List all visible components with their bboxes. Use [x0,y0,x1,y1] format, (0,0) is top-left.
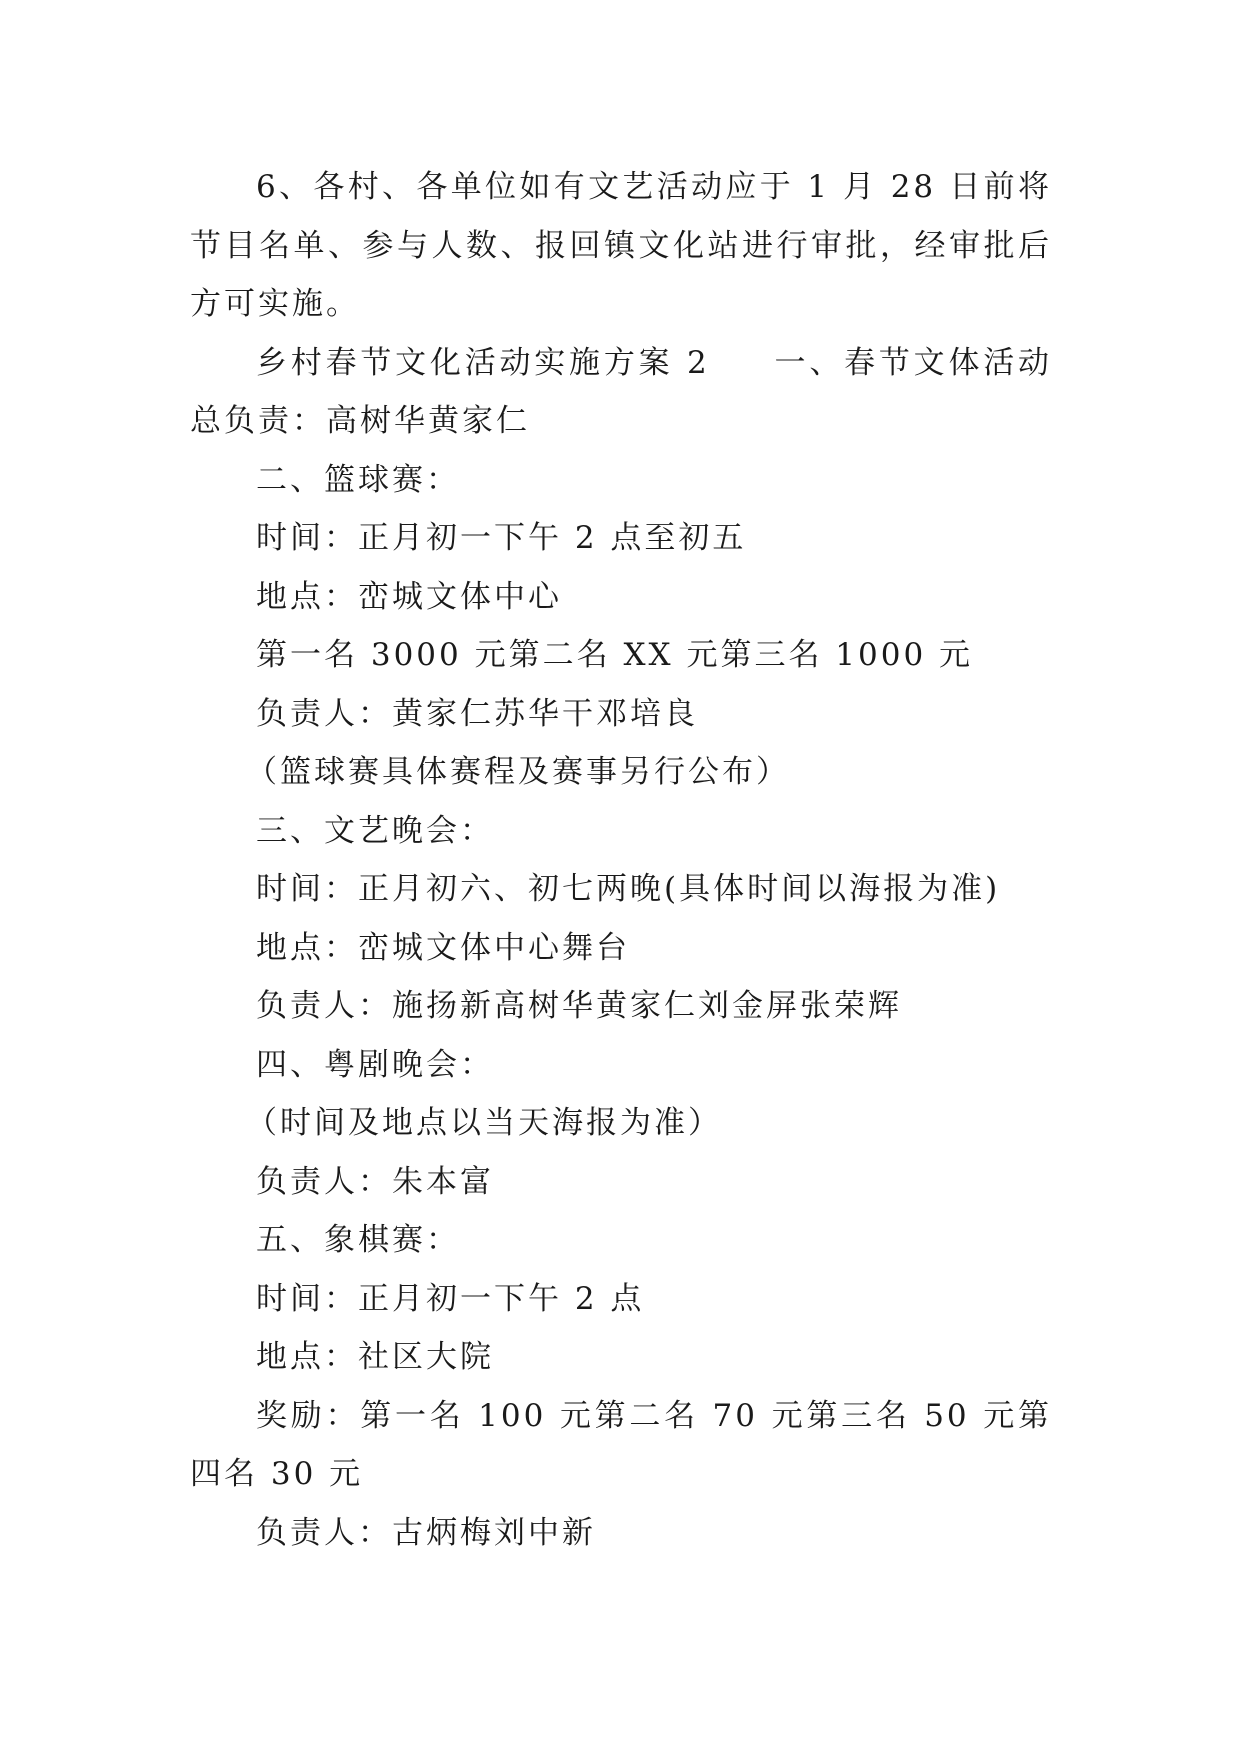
section-gala-heading: 三、文艺晚会： [256,812,494,849]
chess-prizes: 奖励：第一名 100 元第二名 70 元第三名 50 元第四名 30 元 [190,1397,1052,1492]
section-opera-heading: 四、粤剧晚会： [256,1046,494,1083]
leadership-line: 一、春节文体活动总负责：高树华黄家仁 [190,344,1053,439]
opera-note: （时间及地点以当天海报为准） [246,1105,722,1141]
chess-responsible: 负责人：古炳梅刘中新 [256,1514,596,1551]
chess-time: 时间：正月初一下午 2 点 [256,1280,645,1317]
paragraph-item-6-notice: 6、各村、各单位如有文艺活动应于 1 月 28 日前将节目名单、参与人数、报回镇文化站进行审批，经审批后方可实施。 [190,169,1052,322]
basketball-prizes: 第一名 3000 元第二名 XX 元第三名 1000 元 [256,637,974,673]
basketball-time: 时间：正月初一下午 2 点至初五 [256,520,747,556]
document-body [190,158,1052,1562]
gala-responsible: 负责人：施扬新高树华黄家仁刘金屏张荣辉 [256,988,902,1024]
section-basketball-heading: 二、篮球赛： [256,461,460,498]
paragraph-plan-title-leadership [190,334,1052,451]
basketball-note: （篮球赛具体赛程及赛事另行公布） [246,754,790,790]
chess-location: 地点：社区大院 [256,1339,494,1375]
gala-location: 地点：峦城文体中心舞台 [256,929,630,966]
section-chess-heading: 五、象棋赛： [256,1222,460,1258]
gala-time: 时间：正月初六、初七两晚(具体时间以海报为准) [256,871,1001,907]
opera-responsible: 负责人：朱本富 [256,1163,494,1200]
plan-title: 乡村春节文化活动实施方案 2 [256,344,710,381]
basketball-responsible: 负责人：黄家仁苏华干邓培良 [256,695,698,732]
basketball-location: 地点：峦城文体中心 [256,578,562,615]
